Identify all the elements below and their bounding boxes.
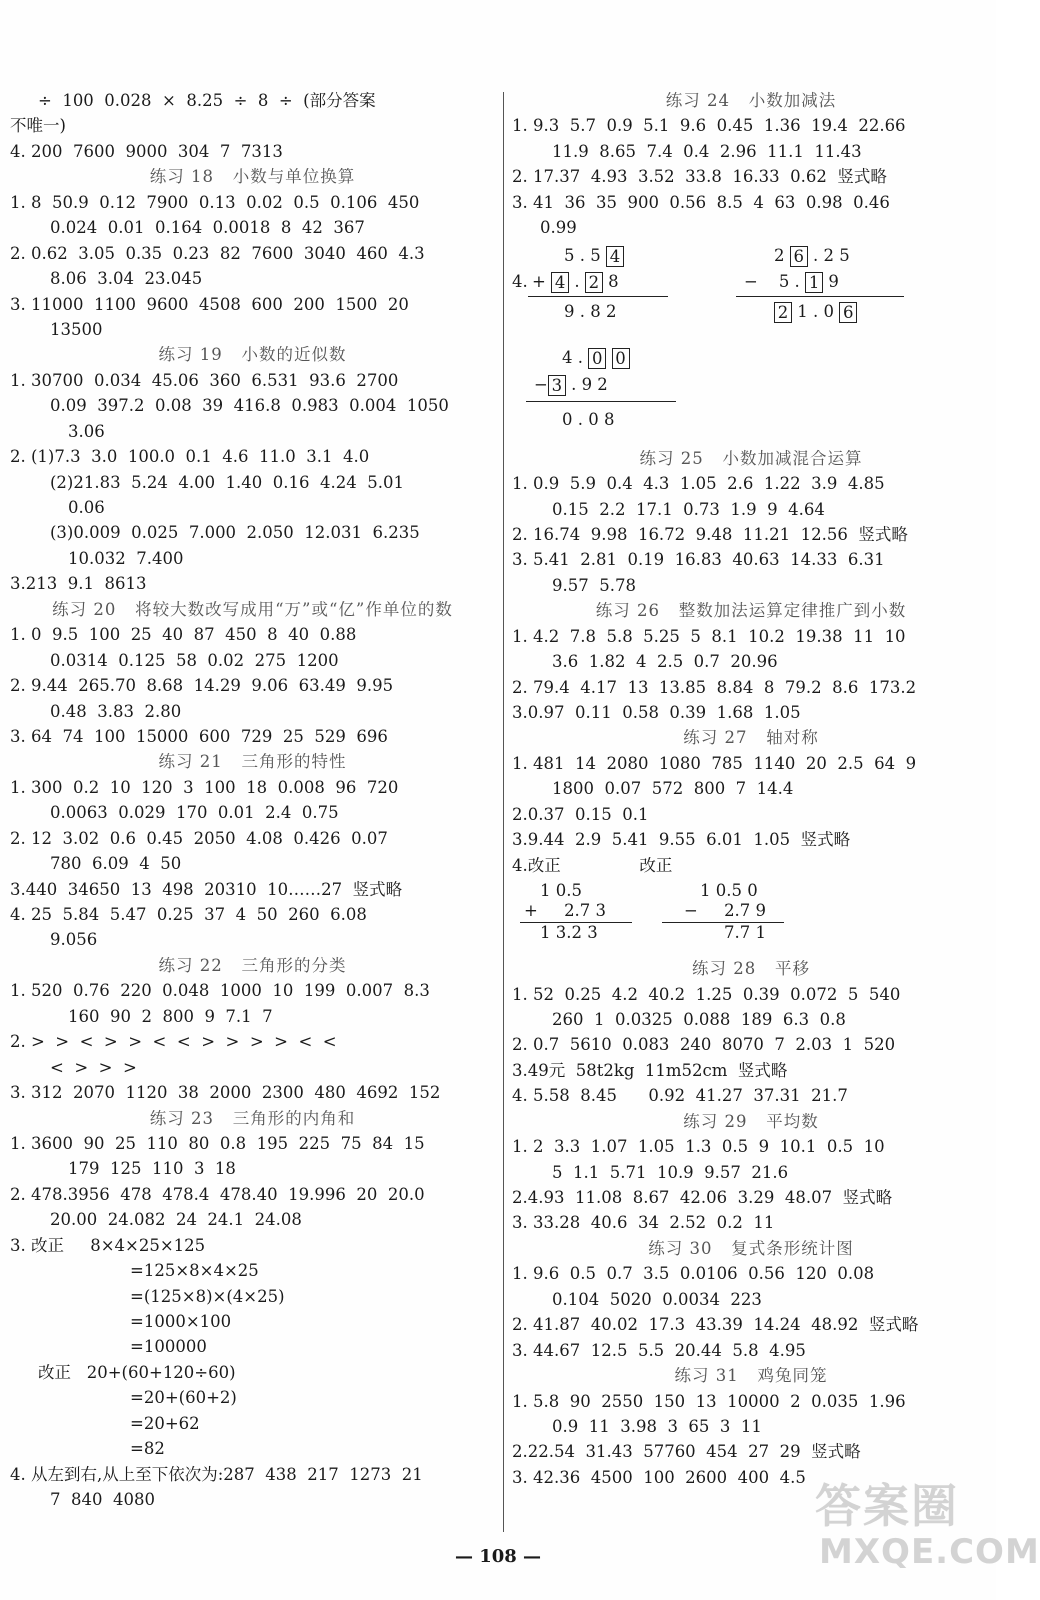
digit-box: 0 <box>612 348 630 369</box>
answer-line: 0.06 <box>68 498 105 517</box>
answer-line: 11.9 8.65 7.4 0.4 2.96 11.1 11.43 <box>552 141 862 161</box>
answer-line: 1. 481 14 2080 1080 785 1140 20 2.5 64 9 <box>512 753 917 773</box>
answer-line: 0.09 397.2 0.08 39 416.8 0.983 0.004 1050 <box>50 396 449 416</box>
answer-line: 3.06 <box>68 421 105 441</box>
answer-line: 3.213 9.1 8613 <box>10 574 147 594</box>
answer-line: 2. 478.3956 478 478.4 478.40 19.996 20 20.0 <box>10 1184 425 1204</box>
answer-line: 2. 79.4 4.17 13 13.85 8.84 8 79.2 8.6 173.2 <box>512 677 917 697</box>
right-column <box>512 88 990 1490</box>
answer-line: 1. 30700 0.034 45.06 360 6.531 93.6 2700 <box>10 370 399 390</box>
answer-line: 4. 从左到右,从上至下依次为:287 438 217 1273 21 <box>10 1464 423 1484</box>
page-number: — 108 — <box>454 1546 542 1567</box>
digit-box: 6 <box>790 246 808 267</box>
answer-line: 3.9.44 2.9 5.41 9.55 6.01 1.05 竖式略 <box>512 830 851 850</box>
watermark-url: MXQE.COM <box>819 1532 1040 1572</box>
answer-line: 3.0.97 0.11 0.58 0.39 1.68 1.05 <box>512 703 801 722</box>
calc-a-line2: + 4 . 2 8 <box>532 271 619 292</box>
answer-line: 10.032 7.400 <box>68 548 184 568</box>
calc-e-line2: − 2.7 9 <box>684 901 767 921</box>
exercise-heading: 练习 24 小数加减法 <box>665 91 837 110</box>
vertical-calc-subtraction <box>512 341 990 446</box>
answer-line: < > > > <box>50 1057 137 1077</box>
answer-line: 3.440 34650 13 498 20310 10……27 竖式略 <box>10 879 403 899</box>
answer-line: =(125×8)×(4×25) <box>130 1286 285 1306</box>
calc-d-line2: + 2.7 3 <box>524 901 607 921</box>
answer-line: 2.0.37 0.15 0.1 <box>512 804 649 824</box>
answer-line: 1. 52 0.25 4.2 40.2 1.25 0.39 0.072 5 540 <box>512 984 901 1004</box>
exercise-heading: 练习 29 平均数 <box>683 1111 819 1131</box>
answer-line: 1. 2 3.3 1.07 1.05 1.3 0.5 9 10.1 0.5 10 <box>512 1137 885 1157</box>
answer-line: 1. 8 50.9 0.12 7900 0.13 0.02 0.5 0.106 450 <box>10 192 420 212</box>
answer-line: =20+(60+2) <box>130 1388 237 1408</box>
answer-line: (2)21.83 5.24 4.00 1.40 0.16 4.24 5.01 <box>50 472 404 492</box>
answer-line: 3. 33.28 40.6 34 2.52 0.2 11 <box>512 1213 775 1233</box>
answer-line: 4. 25 5.84 5.47 0.25 37 4 50 260 6.08 <box>10 905 367 924</box>
answer-line: 0.48 3.83 2.80 <box>50 701 182 721</box>
answer-line: 1. 5.8 90 2550 150 13 10000 2 0.035 1.96 <box>512 1391 906 1411</box>
question-number: 4. <box>512 271 528 291</box>
answer-line: 2. 12 3.02 0.6 0.45 2050 4.08 0.426 0.07 <box>10 828 388 848</box>
answer-line: 0.15 2.2 17.1 0.73 1.9 9 4.64 <box>552 499 825 519</box>
answer-line: 0.0314 0.125 58 0.02 275 1200 <box>50 650 339 670</box>
calc-d-line1: 1 0.5 <box>540 881 582 901</box>
answer-line: 2. (1)7.3 3.0 100.0 0.1 4.6 11.0 3.1 4.0 <box>10 447 370 467</box>
calc-b-line2: − 5 . 1 9 <box>744 271 839 292</box>
right-block-a <box>512 88 990 241</box>
answer-line: 0.9 11 3.98 3 65 3 11 <box>552 1416 762 1436</box>
answer-line: 2. 9.44 265.70 8.68 14.29 9.06 63.49 9.95 <box>10 676 394 696</box>
answer-line: 2. 41.87 40.02 17.3 43.39 14.24 48.92 竖式略 <box>512 1315 919 1335</box>
calc-e-result: 7.7 1 <box>724 923 766 943</box>
exercise-heading: 练习 26 整数加法运算定律推广到小数 <box>595 601 907 621</box>
calc-c-rule <box>526 401 676 402</box>
answer-line: 0.104 5020 0.0034 223 <box>552 1289 762 1309</box>
answer-line: 3. 11000 1100 9600 4508 600 200 1500 20 <box>10 294 409 314</box>
watermark-text: 答案圈 <box>815 1479 959 1533</box>
calc-d-result: 1 3.2 3 <box>540 923 598 943</box>
calc-c-line2: − 3 . 9 2 <box>534 374 608 395</box>
digit-box: 6 <box>839 302 857 323</box>
answer-line: 3. 41 36 35 900 0.56 8.5 4 63 0.98 0.46 <box>512 192 890 212</box>
answer-line: ÷ 100 0.028 × 8.25 ÷ 8 ÷ (部分答案 <box>38 91 376 110</box>
answer-line: 2. 16.74 9.98 16.72 9.48 11.21 12.56 竖式略 <box>512 524 908 544</box>
left-column <box>10 88 495 1513</box>
exercise-heading: 练习 20 将较大数改写成用“万”或“亿”作单位的数 <box>52 599 453 619</box>
exercise-heading: 练习 21 三角形的特性 <box>158 752 347 772</box>
answer-line: 2. > > < > > < < > > > > < < <box>10 1032 337 1052</box>
digit-box: 2 <box>585 272 603 293</box>
calc-b-line1: 2 6 . 2 5 <box>774 245 850 266</box>
answer-line: =125×8×4×25 <box>130 1261 259 1281</box>
answer-line: 1. 520 0.76 220 0.048 1000 10 199 0.007 8.3 <box>10 981 430 1001</box>
answer-line: 260 1 0.0325 0.088 189 6.3 0.8 <box>552 1009 846 1029</box>
calc-b-rule <box>736 296 904 297</box>
answer-line: 3. 改正 8×4×25×125 <box>10 1235 206 1255</box>
answer-line: 0.024 0.01 0.164 0.0018 8 42 367 <box>50 218 365 238</box>
answer-line: 3. 5.41 2.81 0.19 16.83 40.63 14.33 6.31 <box>512 550 885 570</box>
right-block-b <box>512 446 990 878</box>
answer-line: 1. 0 9.5 100 25 40 87 450 8 40 0.88 <box>10 625 357 645</box>
answer-line: 5 1.1 5.71 10.9 9.57 21.6 <box>552 1162 789 1182</box>
answer-line: 2.22.54 31.43 57760 454 27 29 竖式略 <box>512 1442 861 1462</box>
digit-box: 0 <box>588 348 606 369</box>
answer-line: 9.57 5.78 <box>552 575 636 595</box>
exercise-heading: 练习 27 轴对称 <box>683 728 819 748</box>
answer-line: 2. 0.7 5610 0.083 240 8070 7 2.03 1 520 <box>512 1035 896 1055</box>
answer-line: =82 <box>130 1439 165 1459</box>
answer-line: 3. 42.36 4500 100 2600 400 4.5 <box>512 1467 806 1487</box>
calc-a-result: 9 . 8 2 <box>564 301 617 321</box>
answer-line: 7 840 4080 <box>50 1490 155 1510</box>
answer-line: =1000×100 <box>130 1312 232 1331</box>
answer-line: 4.改正 改正 <box>512 855 673 875</box>
answer-line: 2.4.93 11.08 8.67 42.06 3.29 48.07 竖式略 <box>512 1188 893 1207</box>
right-block-c <box>512 956 990 1490</box>
exercise-heading: 练习 25 小数加减混合运算 <box>639 448 863 468</box>
answer-line: 20.00 24.082 24 24.1 24.08 <box>50 1210 302 1230</box>
calc-c-result: 0 . 0 8 <box>562 409 615 429</box>
column-divider <box>503 92 504 1532</box>
answer-line: 179 125 110 3 18 <box>68 1159 236 1179</box>
calc-e-line1: 1 0.5 0 <box>700 881 758 901</box>
exercise-heading: 练习 18 小数与单位换算 <box>149 167 356 187</box>
calc-a-rule <box>528 296 668 297</box>
digit-box: 4 <box>551 272 569 293</box>
answer-line: 改正 20+(60+120÷60) <box>38 1362 236 1382</box>
answer-line: 2. 17.37 4.93 3.52 33.8 16.33 0.62 竖式略 <box>512 167 887 187</box>
answer-line: 13500 <box>50 319 103 339</box>
answer-line: 2. 0.62 3.05 0.35 0.23 82 7600 3040 460 4.3 <box>10 243 425 263</box>
answer-line: 3.6 1.82 4 2.5 0.7 20.96 <box>552 652 778 672</box>
exercise-heading: 练习 30 复式条形统计图 <box>648 1238 854 1258</box>
answer-line: 8.06 3.04 23.045 <box>50 269 203 289</box>
answer-line: 0.99 <box>540 218 577 238</box>
answer-line: =100000 <box>130 1337 207 1357</box>
answer-line: 3. 44.67 12.5 5.5 20.44 5.8 4.95 <box>512 1340 806 1360</box>
answer-line: 1. 9.6 0.5 0.7 3.5 0.0106 0.56 120 0.08 <box>512 1264 875 1284</box>
exercise-heading: 练习 19 小数的近似数 <box>158 345 347 365</box>
answer-line: 9.056 <box>50 930 98 950</box>
exercise-heading: 练习 31 鸡兔同笼 <box>674 1366 828 1386</box>
answer-line: 4. 5.58 8.45 0.92 41.27 37.31 21.7 <box>512 1086 848 1106</box>
vertical-calc-addition-subtraction <box>512 241 990 341</box>
digit-box: 2 <box>774 302 792 323</box>
answer-line: (3)0.009 0.025 7.000 2.050 12.031 6.235 <box>50 523 420 543</box>
calc-a-line1: 5 . 5 4 <box>564 245 624 267</box>
answer-line: 0.0063 0.029 170 0.01 2.4 0.75 <box>50 803 339 823</box>
answer-line: 3. 312 2070 1120 38 2000 2300 480 4692 152 <box>10 1083 441 1103</box>
answer-line: 不唯一) <box>10 116 66 136</box>
vertical-calc-corrections <box>512 878 990 956</box>
exercise-heading: 练习 22 三角形的分类 <box>158 955 347 975</box>
answer-line: 1. 3600 90 25 110 80 0.8 195 225 75 84 15 <box>10 1133 425 1153</box>
answer-line: =20+62 <box>130 1413 200 1433</box>
digit-box: 4 <box>606 246 624 267</box>
answer-line: 4. 200 7600 9000 304 7 7313 <box>10 141 283 161</box>
digit-box: 1 <box>805 272 823 293</box>
calc-c-line1: 4 . 0 0 <box>562 347 630 369</box>
answer-line: 3.49元 58t2kg 11m52cm 竖式略 <box>512 1060 788 1080</box>
answer-line: 3. 64 74 100 15000 600 729 25 529 696 <box>10 726 388 746</box>
exercise-heading: 练习 23 三角形的内角和 <box>149 1108 356 1128</box>
answer-line: 1. 4.2 7.8 5.8 5.25 5 8.1 10.2 19.38 11 10 <box>512 626 906 646</box>
answer-line: 1800 0.07 572 800 7 14.4 <box>552 779 794 799</box>
exercise-heading: 练习 28 平移 <box>692 959 810 979</box>
answer-line: 1. 0.9 5.9 0.4 4.3 1.05 2.6 1.22 3.9 4.85 <box>512 474 885 494</box>
answer-line: 780 6.09 4 50 <box>50 854 182 874</box>
digit-box: 3 <box>548 375 566 396</box>
answer-line: 1. 9.3 5.7 0.9 5.1 9.6 0.45 1.36 19.4 22.66 <box>512 116 906 136</box>
answer-line: 1. 300 0.2 10 120 3 100 18 0.008 96 720 <box>10 777 399 797</box>
answer-line: 160 90 2 800 9 7.1 7 <box>68 1006 273 1026</box>
calc-b-result: 2 1 . 0 6 <box>774 301 857 323</box>
watermark-logo <box>805 1470 1040 1590</box>
